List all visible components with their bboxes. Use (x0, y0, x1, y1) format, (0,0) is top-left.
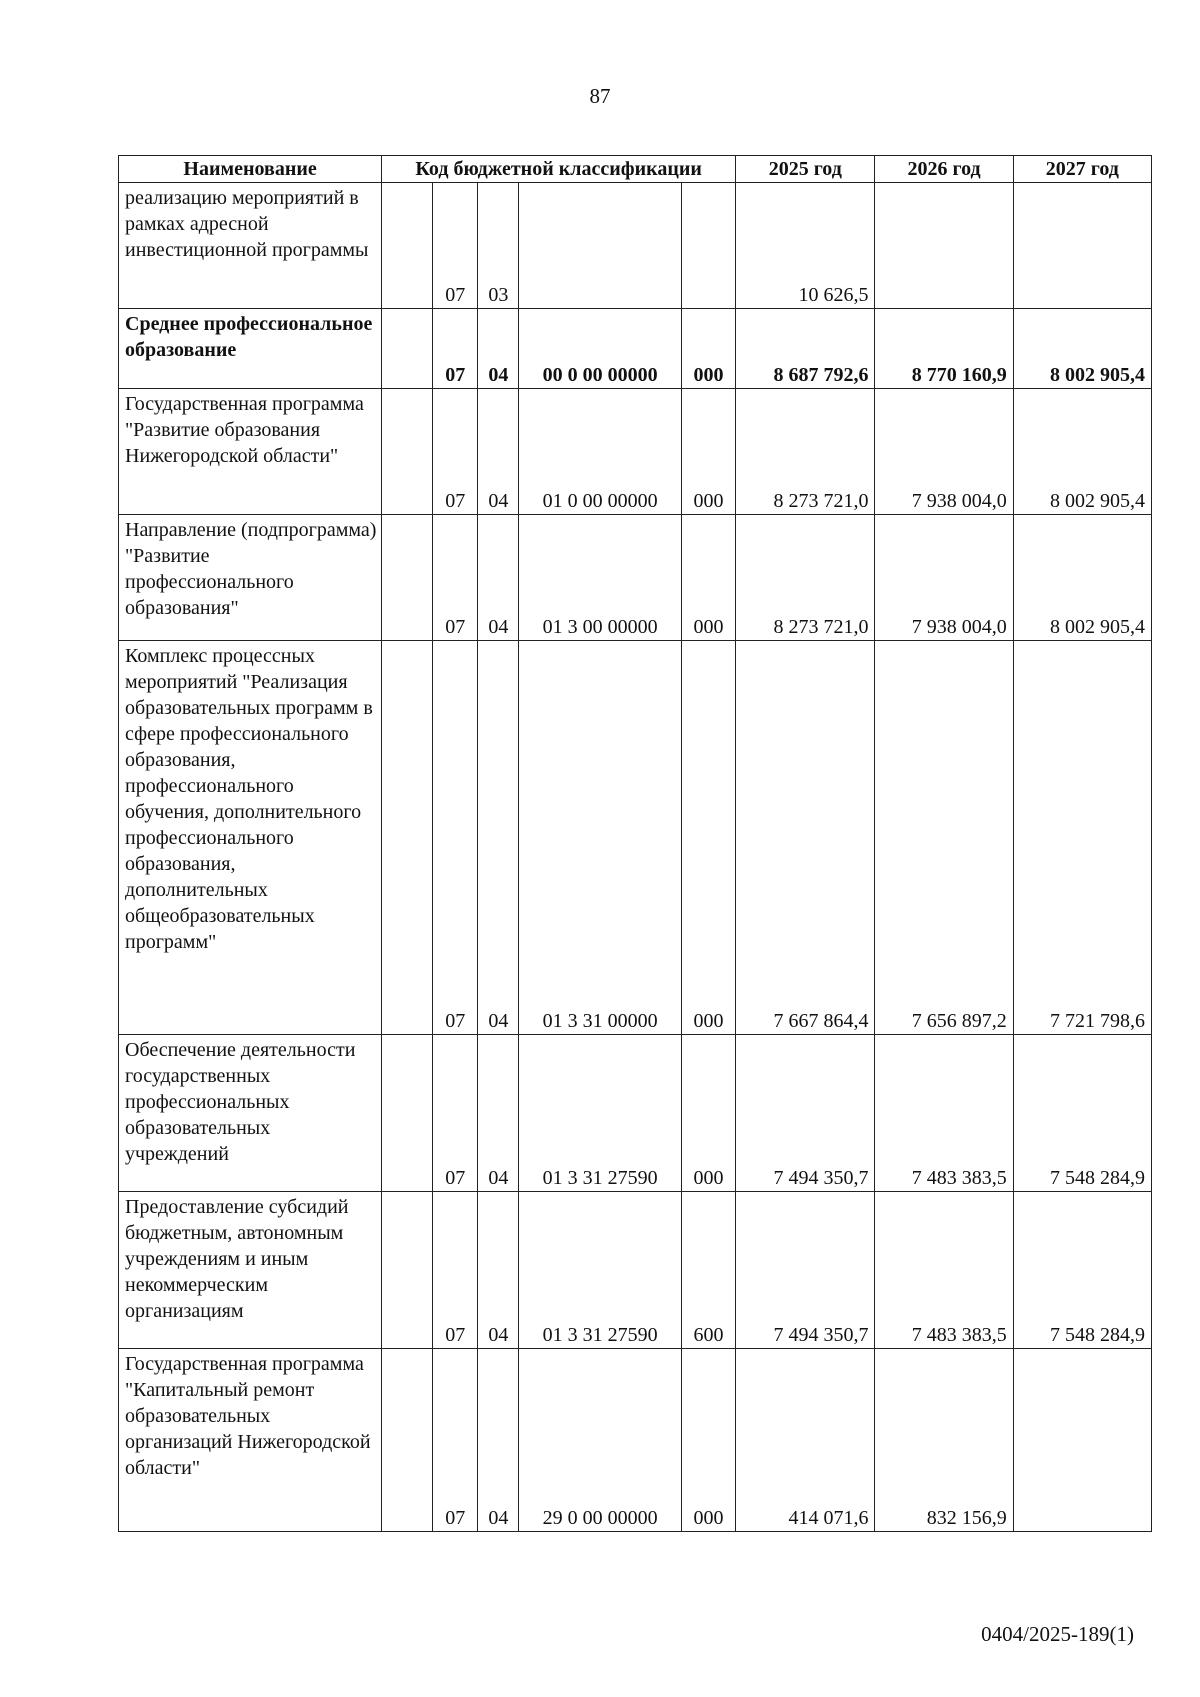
row-value-2027 (1013, 183, 1151, 309)
row-code-target: 29 0 00 00000 (519, 1349, 682, 1532)
row-code-section: 07 (433, 515, 478, 641)
row-value-2026: 832 156,9 (875, 1349, 1013, 1532)
row-code-1 (382, 515, 433, 641)
header-code: Код бюджетной классификации (382, 156, 736, 183)
row-value-2026 (875, 183, 1013, 309)
row-code-section: 07 (433, 389, 478, 515)
row-code-target (519, 183, 682, 309)
budget-table (118, 155, 1152, 1532)
row-code-section: 07 (433, 641, 478, 1035)
header-2025: 2025 год (736, 156, 875, 183)
row-value-2027: 8 002 905,4 (1013, 515, 1151, 641)
row-value-2025: 8 687 792,6 (736, 309, 875, 389)
row-code-expense-type: 000 (681, 389, 735, 515)
row-code-section: 07 (433, 183, 478, 309)
row-code-expense-type: 000 (681, 1035, 735, 1192)
row-code-target: 01 0 00 00000 (519, 389, 682, 515)
table-header-row (119, 156, 1152, 183)
table-row (119, 515, 1152, 641)
table-row (119, 389, 1152, 515)
row-value-2026: 7 656 897,2 (875, 641, 1013, 1035)
row-code-section: 07 (433, 1192, 478, 1349)
row-code-1 (382, 389, 433, 515)
row-value-2026: 7 938 004,0 (875, 389, 1013, 515)
row-value-2026: 8 770 160,9 (875, 309, 1013, 389)
row-code-subsection: 04 (478, 309, 519, 389)
row-code-subsection: 04 (478, 641, 519, 1035)
row-code-1 (382, 1192, 433, 1349)
row-code-expense-type: 000 (681, 1349, 735, 1532)
row-code-1 (382, 641, 433, 1035)
row-code-section: 07 (433, 1349, 478, 1532)
row-code-target: 01 3 31 00000 (519, 641, 682, 1035)
row-name: Государственная программа "Капитальный ремонт образовательных организаций Нижегородской области" (119, 1349, 382, 1532)
page-number: 87 (589, 84, 611, 108)
row-code-1 (382, 183, 433, 309)
row-code-subsection: 04 (478, 1035, 519, 1192)
row-code-1 (382, 1035, 433, 1192)
row-name: Обеспечение деятельности государственных профессиональных образовательных учреждений (119, 1035, 382, 1192)
row-name: реализацию мероприятий в рамках адресной инвестиционной программы (119, 183, 382, 309)
row-value-2025: 8 273 721,0 (736, 389, 875, 515)
row-value-2027: 8 002 905,4 (1013, 309, 1151, 389)
row-name: Предоставление субсидий бюджетным, автономным учреждениям и иным некоммерческим организациям (119, 1192, 382, 1349)
table-row (119, 1349, 1152, 1532)
row-code-expense-type: 000 (681, 641, 735, 1035)
row-code-subsection: 04 (478, 515, 519, 641)
table-row (119, 183, 1152, 309)
row-name: Государственная программа "Развитие образования Нижегородской области" (119, 389, 382, 515)
row-value-2026: 7 483 383,5 (875, 1035, 1013, 1192)
row-code-section: 07 (433, 1035, 478, 1192)
header-name: Наименование (119, 156, 382, 183)
row-value-2025: 8 273 721,0 (736, 515, 875, 641)
row-value-2027: 7 548 284,9 (1013, 1035, 1151, 1192)
header-2026: 2026 год (875, 156, 1013, 183)
table-row (119, 641, 1152, 1035)
document-registration-number: 0404/2025-189(1) (981, 1622, 1134, 1646)
row-code-expense-type: 600 (681, 1192, 735, 1349)
row-code-subsection: 03 (478, 183, 519, 309)
row-value-2025: 7 494 350,7 (736, 1035, 875, 1192)
row-value-2025: 414 071,6 (736, 1349, 875, 1532)
table-row (119, 1035, 1152, 1192)
row-value-2025: 7 667 864,4 (736, 641, 875, 1035)
row-code-subsection: 04 (478, 1192, 519, 1349)
row-value-2027: 8 002 905,4 (1013, 389, 1151, 515)
row-code-subsection: 04 (478, 389, 519, 515)
row-code-expense-type (681, 183, 735, 309)
row-name: Направление (подпрограмма) "Развитие профессионального образования" (119, 515, 382, 641)
row-code-target: 01 3 31 27590 (519, 1192, 682, 1349)
row-code-1 (382, 1349, 433, 1532)
table-row (119, 1192, 1152, 1349)
row-name: Среднее профессиональное образование (119, 309, 382, 389)
row-value-2027: 7 721 798,6 (1013, 641, 1151, 1035)
row-code-subsection: 04 (478, 1349, 519, 1532)
row-code-target: 00 0 00 00000 (519, 309, 682, 389)
row-code-target: 01 3 00 00000 (519, 515, 682, 641)
header-2027: 2027 год (1013, 156, 1151, 183)
row-code-expense-type: 000 (681, 309, 735, 389)
row-name: Комплекс процессных мероприятий "Реализация образовательных программ в сфере профессионального образования, профессионального обучения, дополнительного профессионального образования, дополнительных общеобразовательных программ" (119, 641, 382, 1035)
row-value-2026: 7 483 383,5 (875, 1192, 1013, 1349)
table-row (119, 309, 1152, 389)
row-value-2025: 7 494 350,7 (736, 1192, 875, 1349)
row-value-2027 (1013, 1349, 1151, 1532)
row-code-section: 07 (433, 309, 478, 389)
row-code-expense-type: 000 (681, 515, 735, 641)
row-value-2025: 10 626,5 (736, 183, 875, 309)
row-code-1 (382, 309, 433, 389)
row-value-2026: 7 938 004,0 (875, 515, 1013, 641)
row-value-2027: 7 548 284,9 (1013, 1192, 1151, 1349)
row-code-target: 01 3 31 27590 (519, 1035, 682, 1192)
